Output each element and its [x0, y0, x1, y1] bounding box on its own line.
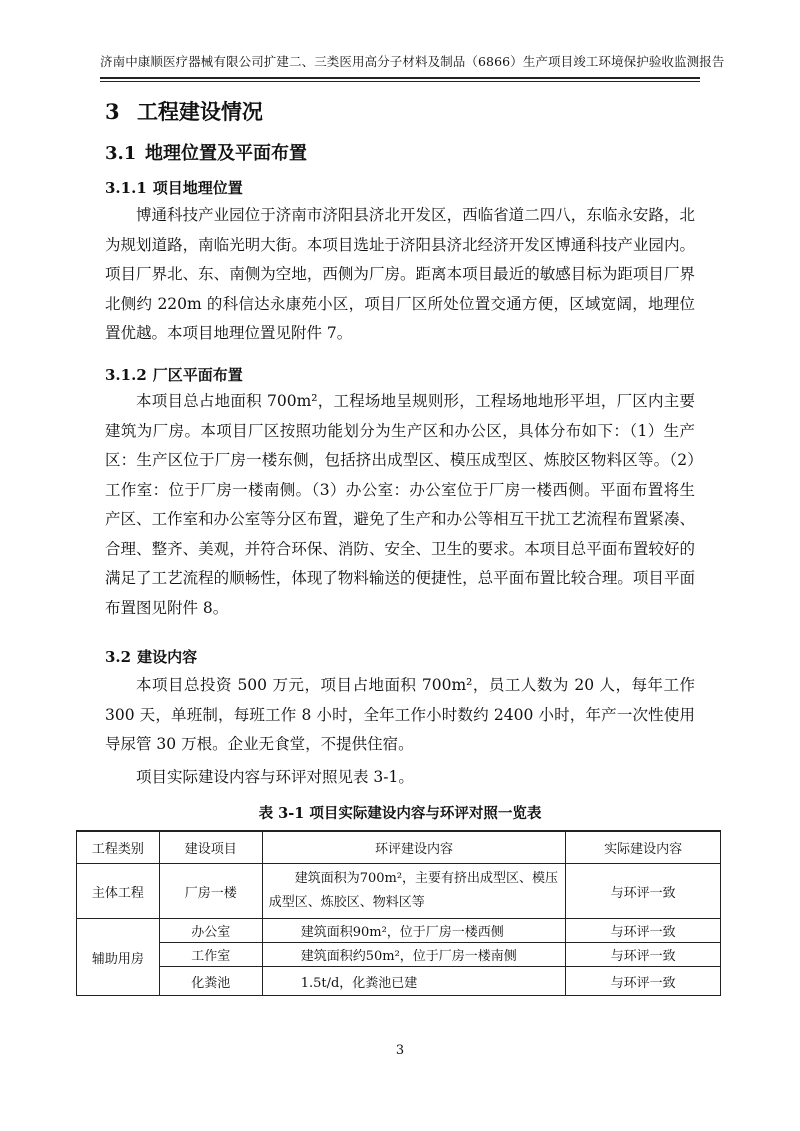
geo-location-paragraph: 博通科技产业园位于济南市济阳县济北开发区，西临省道二四八，东临永安路，北为规划道路，南临光明大街。本项目选址于济阳县济北经济开发区博通科技产业园内。项目厂界北、东、南侧为空地，西侧为厂房。距离本项目最近的敏感目标为距项目厂界北侧约 220m 的科信达永康苑小区，项目厂区所处位置交通方便，区域宽阔，地理位置优越。本项目地理位置见附件 7。 — [105, 206, 695, 342]
table-reference-paragraph: 项目实际建设内容与环评对照见表 3-1。 — [136, 768, 414, 786]
table-caption: 表 3-1 项目实际建设内容与环评对照一览表 — [258, 805, 542, 822]
subsection-3-1-1-heading — [105, 177, 243, 198]
eia-content-cell: 建筑面积约50m²，位于厂房一楼南侧 — [262, 943, 566, 967]
subsection-3-1-2-heading — [105, 364, 243, 385]
table-row — [77, 919, 721, 943]
header-cell: 环评建设内容 — [262, 831, 566, 864]
layout-paragraph: 本项目总占地面积 700m²，工程场地呈规则形，工程场地地形平坦，厂区内主要建筑为厂房。本项目厂区按照功能划分为生产区和办公区，具体分布如下：（1）生产区：生产区位于厂房一楼东侧，包括挤出成型区、模压成型区、炼胶区物料区等。（2）工作室：位于厂房一楼南侧。（3）办公室：办公室位于厂房一楼西侧。平面布置将生产区、工作室和办公室等分区布置，避免了生产和办公等相互干扰工艺流程布置紧凑、合理、整齐、美观，并符合环保、消防、安全、卫生的要求。本项目总平面布置较好的满足了工艺流程的顺畅性，体现了物料输送的便捷性，总平面布置比较合理。项目平面布置图见附件 8。 — [105, 392, 695, 617]
section-title: 地理位置及平面布置 — [145, 143, 307, 164]
table-row — [77, 864, 721, 919]
subsection-number: 3.1.2 — [105, 366, 147, 384]
item-cell: 工作室 — [159, 943, 262, 967]
table-row — [77, 967, 721, 996]
section-3-2-heading — [105, 646, 197, 667]
item-cell: 厂房一楼 — [159, 864, 262, 919]
header-rule-thin — [100, 81, 700, 82]
actual-content-cell: 与环评一致 — [566, 967, 721, 996]
section-number: 3.2 — [105, 648, 132, 666]
table-row — [77, 943, 721, 967]
section-number: 3.1 — [105, 143, 137, 164]
eia-content-cell: 1.5t/d，化粪池已建 — [262, 967, 566, 996]
subsection-number: 3.1.1 — [105, 179, 147, 197]
construction-paragraph: 本项目总投资 500 万元，项目占地面积 700m²，员工人数为 20 人，每年工作 300 天，单班制，每班工作 8 小时，全年工作小时数约 2400 小时，年产一次性使用导尿管 30 万根。企业无食堂，不提供住宿。 — [105, 676, 695, 753]
actual-content-cell: 与环评一致 — [566, 919, 721, 943]
item-cell: 化粪池 — [159, 967, 262, 996]
category-cell: 主体工程 — [77, 864, 160, 919]
chapter-heading — [105, 96, 263, 126]
header-cell: 建设项目 — [159, 831, 262, 864]
running-header: 济南中康顺医疗器械有限公司扩建二、三类医用高分子材料及制品（6866）生产项目竣工环境保护验收监测报告 — [100, 54, 725, 69]
header-cell: 实际建设内容 — [566, 831, 721, 864]
chapter-number: 3 — [105, 99, 120, 124]
subsection-title: 厂区平面布置 — [152, 366, 243, 384]
section-3-1-heading — [105, 139, 307, 165]
comparison-table — [76, 830, 721, 996]
table-header-row — [77, 831, 721, 864]
header-cell: 工程类别 — [77, 831, 160, 864]
header-rule — [100, 77, 700, 79]
chapter-title: 工程建设情况 — [136, 99, 263, 124]
page-number: 3 — [395, 1043, 405, 1058]
item-cell: 办公室 — [159, 919, 262, 943]
subsection-title: 项目地理位置 — [152, 179, 243, 197]
actual-content-cell: 与环评一致 — [566, 943, 721, 967]
eia-content-cell: 建筑面积为700m²，主要有挤出成型区、模压成型区、炼胶区、物料区等 — [262, 864, 566, 919]
category-cell: 辅助用房 — [77, 919, 160, 996]
section-title: 建设内容 — [137, 648, 198, 666]
actual-content-cell: 与环评一致 — [566, 864, 721, 919]
eia-content-cell: 建筑面积90m²，位于厂房一楼西侧 — [262, 919, 566, 943]
